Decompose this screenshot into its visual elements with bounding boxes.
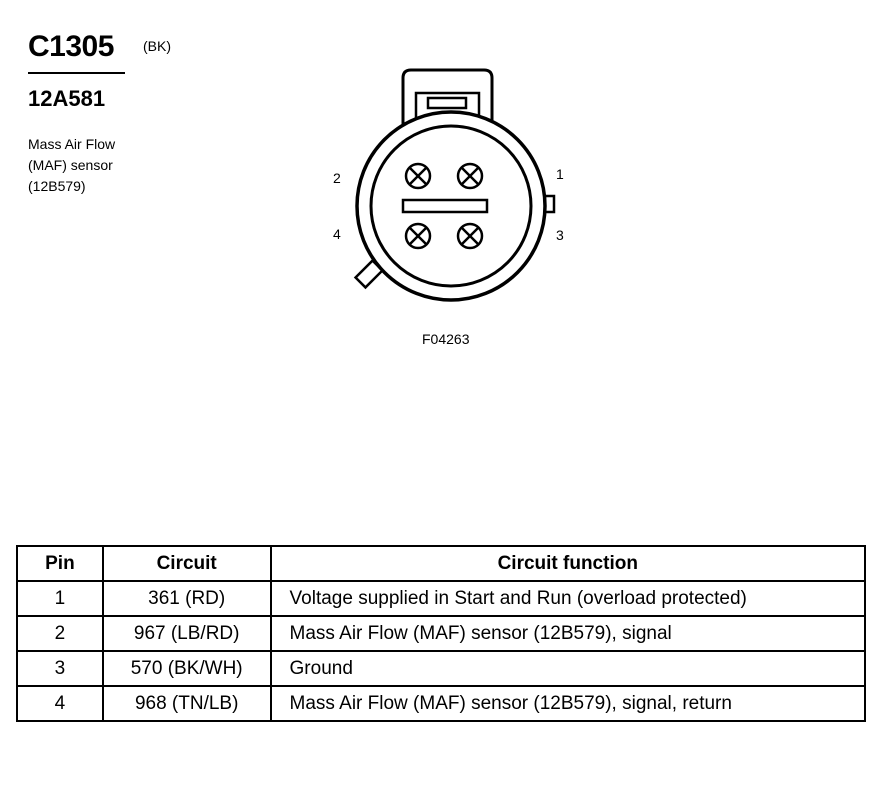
- table-row: [17, 581, 865, 616]
- header-pin: Pin: [17, 546, 103, 581]
- cell-pin: 4: [17, 686, 103, 721]
- connector-face-diagram: [340, 62, 580, 302]
- header-circuit: Circuit: [103, 546, 271, 581]
- cell-pin: 1: [17, 581, 103, 616]
- connector-description: [28, 134, 115, 197]
- cell-pin: 2: [17, 616, 103, 651]
- table-row: [17, 616, 865, 651]
- pin-table: [16, 545, 866, 722]
- description-line: Mass Air Flow: [28, 136, 116, 152]
- locking-tab-latch: [428, 98, 466, 108]
- pin-label-3: 3: [556, 227, 564, 243]
- pin-cavity-2: [406, 164, 430, 188]
- cell-circuit: 570 (BK/WH): [103, 651, 271, 686]
- connector-color-code: (BK): [143, 38, 171, 54]
- figure-id: F04263: [422, 331, 470, 347]
- cell-function: Mass Air Flow (MAF) sensor (12B579), signal: [271, 616, 865, 651]
- pin-label-2: 2: [333, 170, 341, 186]
- cell-circuit: 967 (LB/RD): [103, 616, 271, 651]
- cell-pin: 3: [17, 651, 103, 686]
- table-row: [17, 686, 865, 721]
- pin-cavity-1: [458, 164, 482, 188]
- cell-circuit: 361 (RD): [103, 581, 271, 616]
- pin-label-1: 1: [556, 166, 564, 182]
- cell-function: Ground: [271, 651, 865, 686]
- pin-cavity-3: [458, 224, 482, 248]
- pin-label-4: 4: [333, 226, 341, 242]
- connector-id: C1305: [28, 30, 114, 63]
- header-divider: [28, 72, 125, 74]
- description-line: (12B579): [28, 178, 86, 194]
- cell-circuit: 968 (TN/LB): [103, 686, 271, 721]
- pin-cavity-4: [406, 224, 430, 248]
- cell-function: Mass Air Flow (MAF) sensor (12B579), signal, return: [271, 686, 865, 721]
- center-divider: [403, 200, 487, 212]
- description-line: (MAF) sensor: [28, 157, 113, 173]
- cell-function: Voltage supplied in Start and Run (overload protected): [271, 581, 865, 616]
- table-row: [17, 651, 865, 686]
- table-header-row: [17, 546, 865, 581]
- part-number: 12A581: [28, 86, 106, 111]
- header-circuit-function: Circuit function: [271, 546, 865, 581]
